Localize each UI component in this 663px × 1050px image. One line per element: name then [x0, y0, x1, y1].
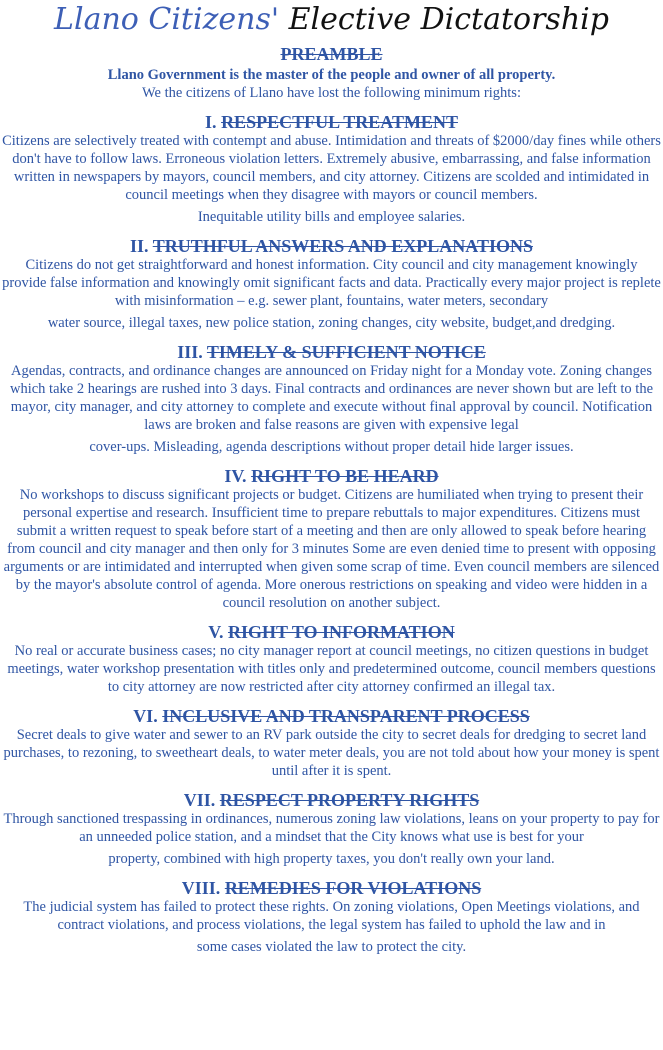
- section-heading: [0, 342, 663, 362]
- section-heading: [0, 706, 663, 726]
- section-text: No real or accurate business cases; no city manager report at council meetings, no citizen questions in budget meetings, water workshop presentation with titles only and predetermined outcome, council members questions to city attorney are now restricted after city attorney confirmed an illegal tax.: [7, 643, 656, 695]
- section-numeral: IV.: [224, 466, 247, 486]
- section-body: [0, 810, 663, 868]
- section-text: Citizens do not get straightforward and honest information. City council and city management knowingly provide false information and knowingly omit significant facts and data. Practically every major project is replete with misinformation – e.g. sewer plant, fountains, water meters, secondary: [2, 257, 661, 309]
- section-title: RESPECT PROPERTY RIGHTS: [219, 790, 480, 810]
- section-text: Citizens are selectively treated with contempt and abuse. Intimidation and threats of $2000/day fines while others don't have to follow laws. Erroneous violation letters. Extremely abusive, embarrassing, and false information written in newspapers by mayors, council members, and city attorney. Citizens are scolded and intimidated in council meetings when they disagree with mayors or council members.: [2, 133, 661, 203]
- section-numeral: VII.: [183, 790, 216, 810]
- section-text: No workshops to discuss significant projects or budget. Citizens are humiliated when trying to present their personal expertise and research. Insufficient time to prepare rebuttals to major expenditures. Citizens must submit a written request to speak before start of a meeting and then are only allowed to speak before hearing from council and city manager and then only for 3 minutes Some are even denied time to present with opposing arguments or are intimidated and interrupted when given some scrap of time. Even council members are silenced by the mayor's absolute control of agenda. More onerous restrictions on speaking and video were hidden in a council resolution on another subject.: [3, 487, 660, 611]
- section-text: Agendas, contracts, and ordinance changes are announced on Friday night for a Monday vote. Zoning changes which take 2 hearings are rushed into 3 days. Final contracts and ordinances are never shown but are left to the mayor, city manager, and city attorney to complete and execute without final approval by council. Notification laws are broken and false reasons are given with expensive legal: [9, 363, 654, 433]
- section-heading: [0, 878, 663, 898]
- section-last-line: property, combined with high property taxes, you don't really own your land.: [108, 851, 555, 867]
- section-body: [0, 726, 663, 780]
- section-text: Secret deals to give water and sewer to an RV park outside the city to secret deals for dredging to secret land purchases, to rezoning, to sweetheart deals, to water meter deals, you are not told about how your money is spent until after it is spent.: [3, 727, 660, 779]
- section-heading: [0, 622, 663, 642]
- section-body: [0, 256, 663, 332]
- section-title: TIMELY & SUFFICIENT NOTICE: [206, 342, 486, 362]
- section-title: RESPECTFUL TREATMENT: [221, 112, 458, 132]
- section-last-line: cover-ups. Misleading, agenda descriptions without proper detail hide larger issues.: [89, 439, 574, 455]
- section-text: Through sanctioned trespassing in ordinances, numerous zoning law violations, leans on your property to pay for an unneeded police station, and a mindset that the City knows what use is best for your: [3, 811, 660, 845]
- section-heading: [0, 790, 663, 810]
- section-body: [0, 898, 663, 956]
- section-numeral: I.: [205, 112, 217, 132]
- section-heading: [0, 466, 663, 486]
- section-last-line: some cases violated the law to protect the city.: [196, 939, 467, 955]
- section-numeral: VI.: [133, 706, 158, 726]
- section-numeral: II.: [130, 236, 149, 256]
- preamble-bold-line: Llano Government is the master of the people and owner of all property.: [107, 67, 556, 83]
- section-title: INCLUSIVE AND TRANSPARENT PROCESS: [162, 706, 530, 726]
- section-last-line: water source, illegal taxes, new police station, zoning changes, city website, budget,and dredging.: [47, 315, 616, 331]
- section-text: The judicial system has failed to protect these rights. On zoning violations, Open Meetings violations, and contract violations, and process violations, the legal system has failed to uphold the law and in: [23, 899, 640, 933]
- title-part-1: Llano Citizens': [54, 2, 280, 37]
- section-title: RIGHT TO BE HEARD: [251, 466, 439, 486]
- section-title: RIGHT TO INFORMATION: [227, 622, 455, 642]
- section-body: [0, 642, 663, 696]
- section-title: REMEDIES FOR VIOLATIONS: [224, 878, 482, 898]
- section-body: [0, 486, 663, 612]
- section-numeral: VIII.: [181, 878, 221, 898]
- preamble-line: We the citizens of Llano have lost the following minimum rights:: [142, 85, 521, 101]
- section-heading: [0, 112, 663, 132]
- section-body: [0, 132, 663, 226]
- section-heading: [0, 236, 663, 256]
- section-last-line: Inequitable utility bills and employee salaries.: [197, 209, 466, 225]
- section-numeral: V.: [208, 622, 224, 642]
- section-body: [0, 362, 663, 456]
- page-title: [0, 2, 663, 38]
- preamble-heading: PREAMBLE: [280, 44, 383, 64]
- title-part-2: Elective Dictatorship: [288, 2, 609, 37]
- section-numeral: III.: [177, 342, 203, 362]
- section-title: TRUTHFUL ANSWERS AND EXPLANATIONS: [152, 236, 533, 256]
